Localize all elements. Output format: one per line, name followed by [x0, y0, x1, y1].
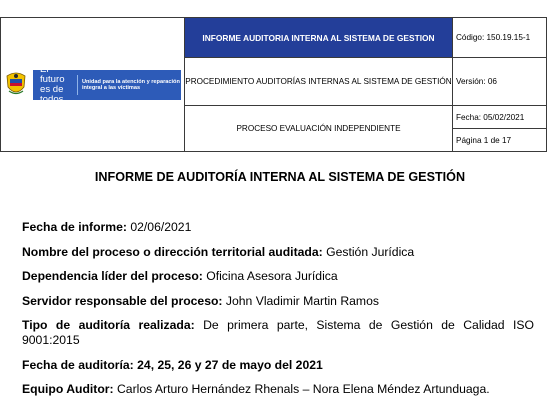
- date-page-cell: [453, 106, 547, 152]
- field-audit-date: [22, 358, 534, 373]
- field-lead-dependency: [22, 269, 534, 284]
- field-report-date: [22, 220, 534, 235]
- code-cell: Código: 150.19.15-1: [453, 18, 547, 58]
- document-header: [0, 17, 547, 152]
- brand-banner: [33, 63, 181, 105]
- field-audit-type: [22, 318, 534, 348]
- field-value: Oficina Asesora Jurídica: [206, 269, 338, 283]
- field-label: Nombre del proceso o dirección territorial auditada:: [22, 244, 323, 259]
- date-label: Fecha: 05/02/2021: [456, 112, 525, 122]
- field-label: Fecha de auditoría:: [22, 357, 134, 372]
- brand-separator: [77, 75, 78, 95]
- field-label: Dependencia líder del proceso:: [22, 269, 203, 283]
- field-value: Carlos Arturo Hernández Rhenals – Nora Elena Méndez Artunduaga.: [117, 382, 490, 396]
- field-value: John Vladimir Martin Ramos: [225, 293, 379, 308]
- field-label: Servidor responsable del proceso:: [22, 293, 223, 308]
- report-title-cell: INFORME AUDITORIA INTERNA AL SISTEMA DE GESTION: [185, 18, 453, 58]
- colombia-seal-icon: [4, 71, 28, 98]
- procedure-cell: PROCEDIMIENTO AUDITORÍAS INTERNAS AL SISTEMA DE GESTIÓN: [185, 58, 453, 106]
- field-label: Fecha de informe:: [22, 220, 127, 234]
- process-cell: PROCESO EVALUACIÓN INDEPENDIENTE: [185, 106, 453, 152]
- logo-cell: [1, 18, 185, 152]
- report-fields: [22, 220, 534, 407]
- field-label: Equipo Auditor:: [22, 382, 114, 396]
- field-audit-team: [22, 382, 534, 397]
- document-title: INFORME DE AUDITORÍA INTERNA AL SISTEMA DE GESTIÓN: [94, 170, 466, 184]
- field-responsible: [22, 294, 534, 309]
- version-cell: Versión: 06: [453, 58, 547, 106]
- page-label: Página 1 de 17: [453, 128, 546, 151]
- field-value: De primera parte, Sistema de Gestión de Calidad ISO 9001:2015: [22, 318, 534, 347]
- field-value: 24, 25, 26 y 27 de mayo del 2021: [137, 357, 323, 372]
- brand-sub-text: Unidad para la atención y reparación integral a las víctimas: [81, 78, 180, 91]
- field-label: Tipo de auditoría realizada:: [22, 318, 195, 332]
- field-value: Gestión Jurídica: [326, 244, 415, 259]
- field-value: 02/06/2021: [130, 220, 192, 234]
- brand-main-text: El futuro es de todos: [40, 63, 65, 105]
- field-process-name: [22, 245, 534, 260]
